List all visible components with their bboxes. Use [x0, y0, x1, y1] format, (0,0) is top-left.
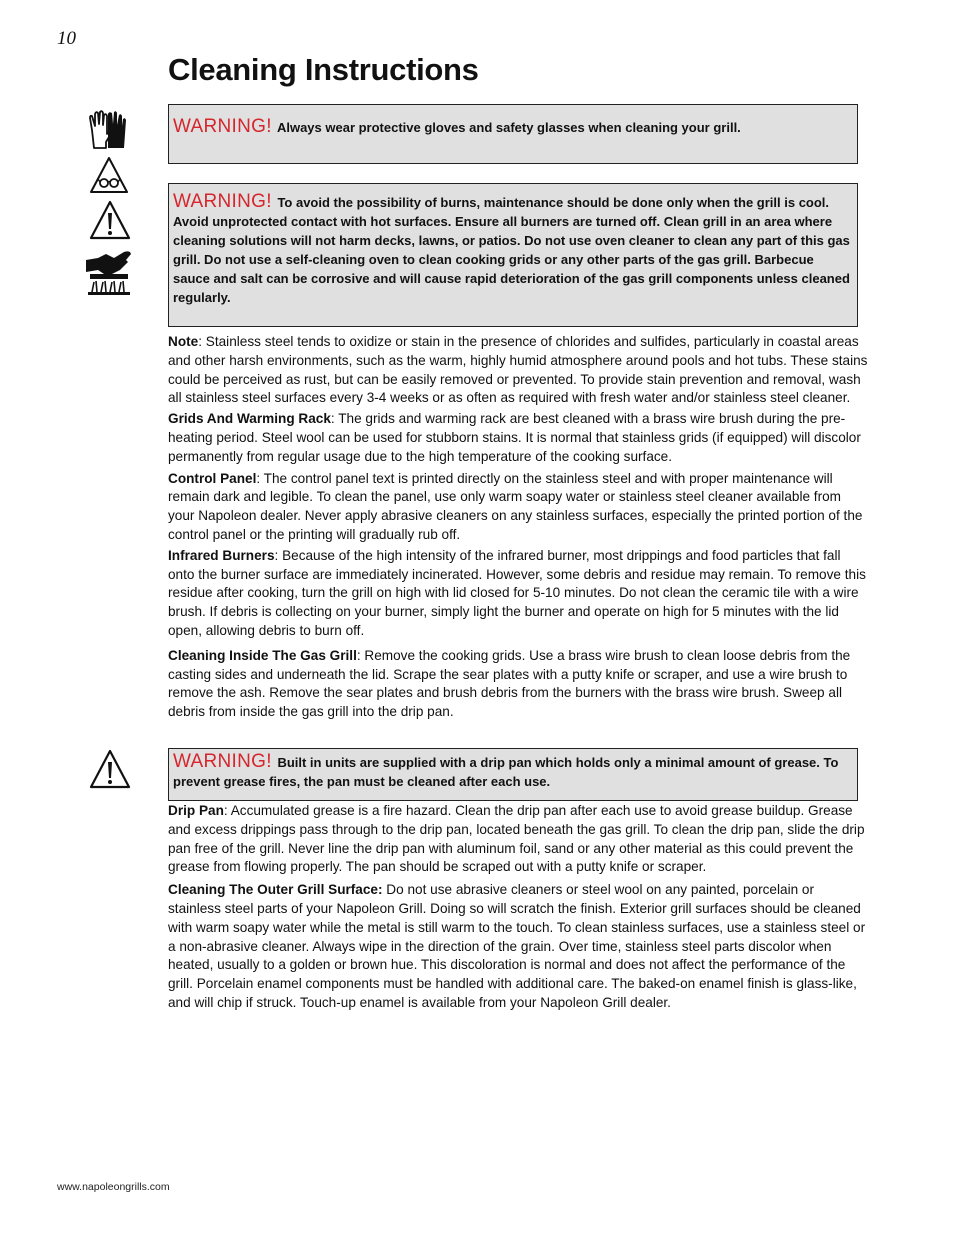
caution-triangle-icon	[89, 748, 131, 790]
paragraph-text: : Remove the cooking grids. Use a brass wire brush to clean loose debris from the casting sides and underneath the lid. Scrape the sear plates with a putty knife or scraper, and use a wire brush to remove the ash. Remove the sear plates and brush debris from the burners with the brass wire brush. Sweep all debris from inside the gas grill into the drip pan.	[168, 647, 851, 720]
paragraph-heading: Note	[168, 334, 199, 349]
warning-text: To avoid the possibility of burns, maintenance should be done only when the grill is cool. Avoid unprotected contact with hot surfaces. Ensure all burners are turned off. Clean grill in an area where cleaning solutions will not harm decks, lawns, or patios. Do not use oven cleaner to clean any part of this gas grill. Do not use a self-cleaning oven to clean cooking grids or any other parts of the gas grill. Barbecue sauce and salt can be corrosive and will cause rapid deterioration of the gas grill components unless cleaned regularly.	[173, 195, 850, 305]
page-title: Cleaning Instructions	[168, 52, 479, 87]
body-text-lower	[168, 802, 870, 1013]
grids-paragraph	[168, 410, 870, 466]
infrared-paragraph	[168, 547, 870, 641]
paragraph-heading: Infrared Burners	[168, 547, 275, 563]
paragraph-heading: Control Panel	[168, 470, 257, 486]
warning-text: Built in units are supplied with a drip pan which holds only a minimal amount of grease. To prevent grease fires, the pan must be cleaned after each use.	[173, 755, 839, 789]
page-number: 10	[57, 28, 76, 49]
paragraph-text: Do not use abrasive cleaners or steel wool on any painted, porcelain or stainless steel parts of your Napoleon Grill. Doing so will scratch the finish. Exterior grill surfaces should be cleaned with warm soapy water while the metal is still warm to the touch. To clean stainless surfaces, use a stainless steel or a non-abrasive cleaner. Always wipe in the direction of the grain. Over time, stainless steel parts discolor when heated, usually to a golden or brown hue. This discoloration is normal and does not affect the performance of the grill. Porcelain enamel components must be handled with additional care. The baked-on enamel finish is glass-like, and will chip if struck. Touch-up enamel is available from your Napoleon Grill dealer.	[168, 882, 866, 1010]
hot-surface-icon	[84, 248, 134, 296]
gloves-icon	[86, 108, 130, 152]
warning-label: WARNING!	[173, 191, 272, 212]
paragraph-heading: Grids And Warming Rack	[168, 411, 331, 427]
control-panel-paragraph	[168, 470, 870, 545]
note-paragraph	[168, 333, 870, 408]
paragraph-text: : Stainless steel tends to oxidize or stain in the presence of chlorides and sulfides, particularly in coastal areas and other harsh environments, such as the warm, highly humid atmosphere around pools and hot tubs. These stains could be perceived as rust, but can be easily removed or prevented. To provide stain prevention and removal, wash all stainless steel surfaces every 3-4 weeks or as often as required with fresh water and/or stainless steel cleaner.	[168, 334, 868, 406]
outer-surface-paragraph	[168, 881, 870, 1013]
paragraph-heading: Drip Pan	[168, 803, 224, 818]
paragraph-text: : Accumulated grease is a fire hazard. Clean the drip pan after each use to avoid grease buildup. Grease and excess drippings pass through to the drip pan, located beneath the gas grill. To clean the drip pan, slide the drip pan free of the grill. Never line the drip pan with aluminum foil, sand or any other material as this could prevent the grease from flowing properly. The pan should be scraped out with a putty knife or scraper.	[168, 803, 865, 875]
warning-box-gloves	[168, 104, 858, 164]
paragraph-text: : The control panel text is printed directly on the stainless steel and with proper maintenance will remain dark and legible. To clean the panel, use only warm soapy water or stainless steel cleaner available from your Napoleon dealer. Never apply abrasive cleaners on any stainless surfaces, especially the printed portion of the control panel or the printing will gradually rub off.	[168, 470, 863, 542]
body-text-main	[168, 333, 870, 722]
safety-glasses-icon	[89, 155, 129, 195]
warning-label: WARNING!	[173, 116, 272, 137]
warning-label: WARNING!	[173, 751, 272, 772]
warning-text: Always wear protective gloves and safety glasses when cleaning your grill.	[276, 120, 741, 135]
paragraph-text: : Because of the high intensity of the infrared burner, most drippings and food particles that fall onto the burner surface are immediately incinerated. However, some debris and residue may remain. To remove this residue after cooking, turn the grill on high with lid closed for 5-10 minutes. Do not clean the ceramic tile with a wire brush. If debris is collecting on your burner, simply light the burner and operate on high for 5 minutes with the lid open, allowing debris to burn off.	[168, 547, 866, 638]
footer-url: www.napoleongrills.com	[57, 1181, 170, 1193]
caution-triangle-icon	[89, 199, 131, 241]
paragraph-heading: Cleaning The Outer Grill Surface:	[168, 882, 383, 898]
drip-pan-paragraph	[168, 802, 870, 877]
warning-box-drip-pan	[168, 748, 858, 801]
paragraph-heading: Cleaning Inside The Gas Grill	[168, 647, 357, 663]
warning-box-burns	[168, 183, 858, 327]
paragraph-text: : The grids and warming rack are best cleaned with a brass wire brush during the pre-heating period. Steel wool can be used for stubborn stains. It is normal that stainless grids (if equipped) will discolor permanently from regular usage due to the high temperature of the cooking surface.	[168, 411, 861, 464]
inside-paragraph	[168, 647, 870, 722]
